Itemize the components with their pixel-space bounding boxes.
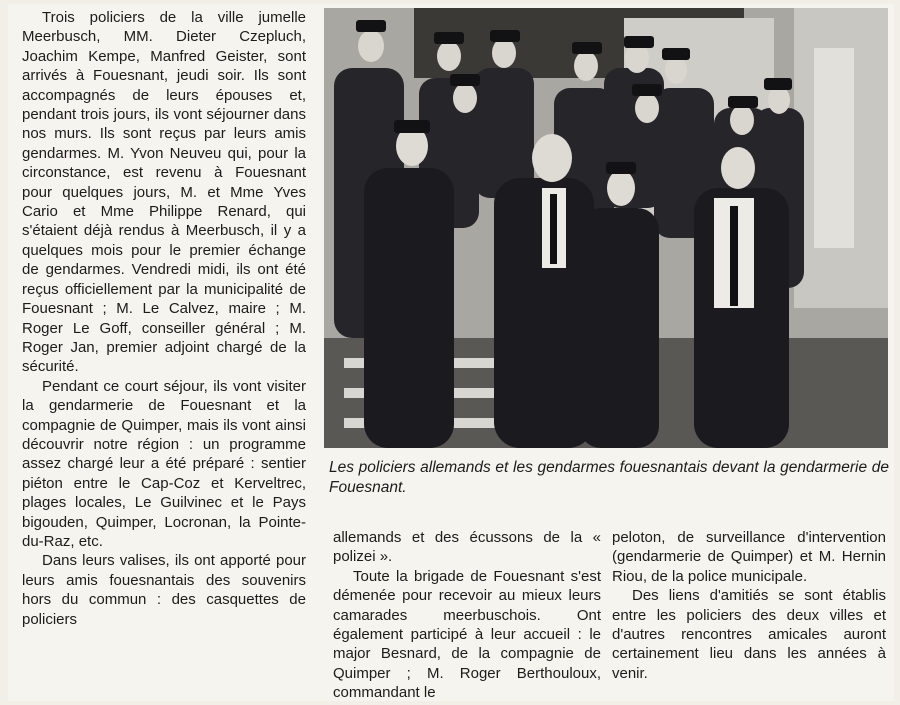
article-paragraph: Des liens d'amitiés se sont établis entre les policiers des deux villes et d'autres rencontres amicales auront certainement lieu dans les années à venir. [612, 587, 886, 682]
photo-caption: Les policiers allemands et les gendarmes fouesnantais devant la gendarmerie de Fouesnant. [329, 459, 889, 496]
article-paragraph: Toute la brigade de Fouesnant s'est démenée pour recevoir au mieux leurs camarades meerbuschois. Ont également participé à leur accueil : le major Besnard, de la compagnie de Quimper ; M. Roger Berthouloux, commandant le [333, 567, 601, 702]
article-right-column [612, 528, 886, 683]
newspaper-clipping [8, 4, 894, 701]
article-middle-column [333, 528, 601, 703]
article-paragraph: Dans leurs valises, ils ont apporté pour leurs amis fouesnantais des souvenirs hors du commun : des casquettes de policiers [22, 552, 306, 628]
article-paragraph: peloton, de surveillance d'intervention (gendarmerie de Quimper) et M. Hernin Riou, de la police municipale. [612, 529, 886, 585]
article-paragraph: Trois policiers de la ville jumelle Meerbusch, MM. Dieter Czepluch, Joachim Kempe, Manfred Geister, sont arrivés à Fouesnant, jeudi soir. Ils sont accompagnés de leurs épouses et, pendant trois jours, ils vont séjourner dans nos murs. Ils sont reçus par leurs amis gendarmes. M. Yvon Neuveu qui, pour la circonstance, est revenu à Fouesnant pour quelques jours, M. et Mme Yves Cario et Mme Philippe Renard, qui s'étaient déjà rendus à Meerbusch, il y a quelques mois pour le premier échange de gendarmes. Vendredi midi, ils ont été reçus officiellement par la municipalité de Fouesnant ; M. Le Calvez, maire ; M. Roger Le Goff, conseiller général ; M. Roger Jan, premier adjoint chargé de la sécurité. [22, 9, 306, 376]
article-paragraph: allemands et des écussons de la « polizei ». [333, 529, 601, 566]
article-paragraph: Pendant ce court séjour, ils vont visiter la gendarmerie de Fouesnant et la compagnie de Quimper, mais ils vont ainsi découvrir notre région : un programme assez chargé leur a été préparé : sentier piéton entre le Cap-Coz et Kerveltrec, plages locales, Le Guilvinec et le Pays bigouden, Quimper, Locronan, la Pointe-du-Raz, etc. [22, 377, 306, 550]
group-photo [324, 8, 888, 448]
article-left-column [22, 8, 306, 629]
group-photo-illustration [324, 8, 888, 448]
